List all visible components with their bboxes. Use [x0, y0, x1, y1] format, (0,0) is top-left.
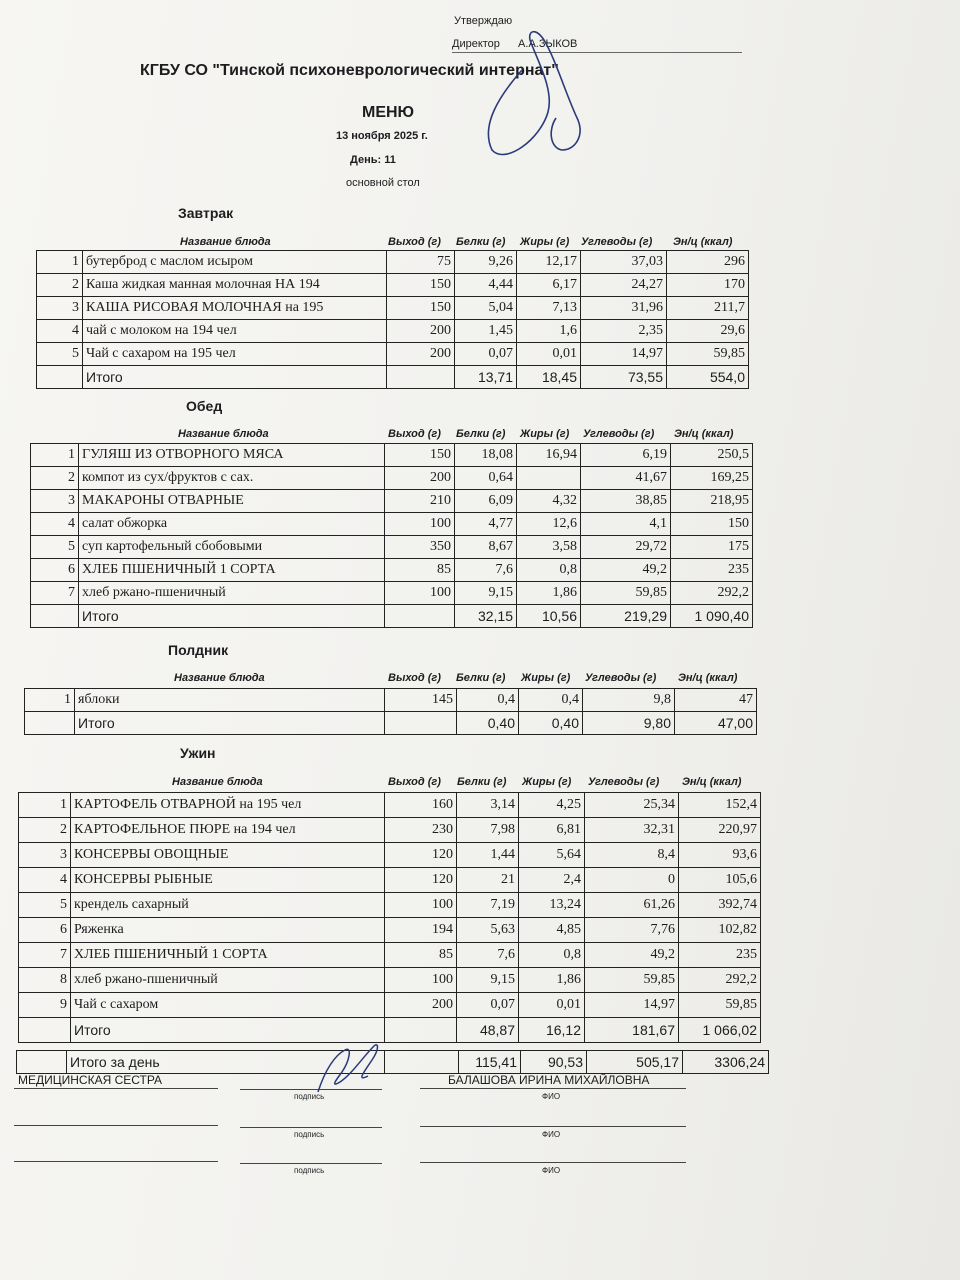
dish-fat: 5,64 [519, 843, 585, 868]
dish-protein: 5,63 [457, 918, 519, 943]
dish-carbs: 14,97 [581, 343, 667, 366]
dish-protein: 9,15 [455, 582, 517, 605]
dish-name: яблоки [75, 689, 385, 712]
total-label: Итого [83, 366, 387, 389]
dish-protein: 3,14 [457, 793, 519, 818]
organization-name: КГБУ СО "Тинской психоневрологический интернат" [140, 62, 559, 79]
dish-fat: 0,8 [519, 943, 585, 968]
nurse-name: БАЛАШОВА ИРИНА МИХАЙЛОВНА [448, 1073, 650, 1087]
dish-energy: 59,85 [679, 993, 761, 1018]
col-energy-header: Эн/ц (ккал) [673, 236, 733, 248]
dish-name: КОНСЕРВЫ РЫБНЫЕ [71, 868, 385, 893]
table-type: основной стол [346, 177, 420, 189]
total-energy: 1 090,40 [671, 605, 753, 628]
row-number: 2 [31, 467, 79, 490]
dish-carbs: 49,2 [581, 559, 671, 582]
row-number: 7 [19, 943, 71, 968]
col-energy-header: Эн/ц (ккал) [674, 428, 734, 440]
dish-fat: 1,86 [517, 582, 581, 605]
dish-energy: 29,6 [667, 320, 749, 343]
dish-name: Чай с сахаром на 195 чел [83, 343, 387, 366]
total-carbs: 9,80 [583, 712, 675, 735]
dish-energy: 47 [675, 689, 757, 712]
dish-fat: 3,58 [517, 536, 581, 559]
col-protein-header: Белки (г) [457, 776, 507, 788]
dish-name: компот из сух/фруктов с сах. [79, 467, 385, 490]
dish-weight: 160 [385, 793, 457, 818]
row-number: 5 [31, 536, 79, 559]
dish-energy: 93,6 [679, 843, 761, 868]
nurse-role: МЕДИЦИНСКАЯ СЕСТРА [18, 1073, 163, 1087]
dish-fat: 7,13 [517, 297, 581, 320]
menu-date: 13 ноября 2025 г. [336, 130, 428, 142]
dish-weight: 100 [385, 582, 455, 605]
dish-weight: 85 [385, 559, 455, 582]
day-total-label: Итого за день [67, 1051, 385, 1074]
dish-weight: 85 [385, 943, 457, 968]
col-carbs-header: Углеводы (г) [588, 776, 660, 788]
total-energy: 554,0 [667, 366, 749, 389]
dish-carbs: 6,19 [581, 444, 671, 467]
col-name-header: Название блюда [172, 776, 263, 788]
row-number: 1 [31, 444, 79, 467]
dish-carbs: 25,34 [585, 793, 679, 818]
row-number: 6 [19, 918, 71, 943]
total-energy: 1 066,02 [679, 1018, 761, 1043]
dish-protein: 18,08 [455, 444, 517, 467]
dish-carbs: 31,96 [581, 297, 667, 320]
dish-energy: 235 [671, 559, 753, 582]
total-label: Итого [75, 712, 385, 735]
dish-carbs: 4,1 [581, 513, 671, 536]
name-caption: ФИО [542, 1130, 561, 1139]
col-energy-header: Эн/ц (ккал) [682, 776, 742, 788]
name-caption: ФИО [542, 1166, 561, 1175]
approve-label: Утверждаю [454, 15, 513, 27]
director-signature [488, 32, 580, 155]
page-title: МЕНЮ [362, 104, 415, 121]
dish-fat: 16,94 [517, 444, 581, 467]
dish-name: КАРТОФЕЛЬ ОТВАРНОЙ на 195 чел [71, 793, 385, 818]
row-number: 9 [19, 993, 71, 1018]
total-carbs: 219,29 [581, 605, 671, 628]
section-title-dinner: Ужин [180, 745, 216, 761]
dish-fat: 6,17 [517, 274, 581, 297]
dish-name: ХЛЕБ ПШЕНИЧНЫЙ 1 СОРТА [79, 559, 385, 582]
dish-weight: 194 [385, 918, 457, 943]
dish-name: КАРТОФЕЛЬНОЕ ПЮРЕ на 194 чел [71, 818, 385, 843]
col-name-header: Название блюда [180, 236, 271, 248]
dish-protein: 4,44 [455, 274, 517, 297]
dish-protein: 0,64 [455, 467, 517, 490]
dish-fat: 4,85 [519, 918, 585, 943]
dish-weight: 75 [387, 251, 455, 274]
dish-carbs: 41,67 [581, 467, 671, 490]
dish-fat: 13,24 [519, 893, 585, 918]
dish-carbs: 49,2 [585, 943, 679, 968]
day-total-energy: 3306,24 [683, 1051, 769, 1074]
total-fat: 10,56 [517, 605, 581, 628]
dish-name: салат обжорка [79, 513, 385, 536]
col-name-header: Название блюда [174, 672, 265, 684]
dish-carbs: 59,85 [581, 582, 671, 605]
dish-fat: 1,6 [517, 320, 581, 343]
dish-protein: 9,15 [457, 968, 519, 993]
dish-carbs: 2,35 [581, 320, 667, 343]
dish-carbs: 14,97 [585, 993, 679, 1018]
total-label: Итого [71, 1018, 385, 1043]
dish-fat: 0,01 [517, 343, 581, 366]
dish-energy: 296 [667, 251, 749, 274]
row-number: 5 [37, 343, 83, 366]
dish-energy: 105,6 [679, 868, 761, 893]
dish-fat: 2,4 [519, 868, 585, 893]
col-fat-header: Жиры (г) [520, 428, 570, 440]
name-caption: ФИО [542, 1092, 561, 1101]
dish-energy: 292,2 [679, 968, 761, 993]
section-title-snack: Полдник [168, 642, 229, 658]
dish-protein: 1,45 [455, 320, 517, 343]
dish-carbs: 38,85 [581, 490, 671, 513]
dish-weight: 120 [385, 843, 457, 868]
row-number: 5 [19, 893, 71, 918]
signature-caption: подпись [294, 1130, 325, 1139]
dish-energy: 235 [679, 943, 761, 968]
total-fat: 18,45 [517, 366, 581, 389]
total-label: Итого [79, 605, 385, 628]
dish-weight: 100 [385, 513, 455, 536]
row-number: 1 [37, 251, 83, 274]
dish-energy: 218,95 [671, 490, 753, 513]
dish-name: крендель сахарный [71, 893, 385, 918]
row-number: 3 [37, 297, 83, 320]
dish-protein: 6,09 [455, 490, 517, 513]
dish-energy: 102,82 [679, 918, 761, 943]
col-fat-header: Жиры (г) [520, 236, 570, 248]
dish-protein: 0,07 [455, 343, 517, 366]
row-number: 2 [19, 818, 71, 843]
row-number: 4 [31, 513, 79, 536]
dish-protein: 0,07 [457, 993, 519, 1018]
row-number: 2 [37, 274, 83, 297]
dish-carbs: 29,72 [581, 536, 671, 559]
dish-energy: 170 [667, 274, 749, 297]
day-total-protein: 115,41 [459, 1051, 521, 1074]
dish-fat: 12,17 [517, 251, 581, 274]
dish-protein: 7,6 [457, 943, 519, 968]
section-title-breakfast: Завтрак [178, 205, 234, 221]
col-weight-header: Выход (г) [388, 672, 441, 684]
dish-name: Ряженка [71, 918, 385, 943]
total-energy: 47,00 [675, 712, 757, 735]
col-carbs-header: Углеводы (г) [585, 672, 657, 684]
col-weight-header: Выход (г) [388, 236, 441, 248]
col-protein-header: Белки (г) [456, 428, 506, 440]
row-number: 1 [19, 793, 71, 818]
col-name-header: Название блюда [178, 428, 269, 440]
dish-energy: 175 [671, 536, 753, 559]
dish-carbs: 0 [585, 868, 679, 893]
dish-weight: 150 [385, 444, 455, 467]
dish-energy: 292,2 [671, 582, 753, 605]
dish-protein: 4,77 [455, 513, 517, 536]
row-number: 3 [31, 490, 79, 513]
dish-carbs: 59,85 [585, 968, 679, 993]
col-protein-header: Белки (г) [456, 236, 506, 248]
dish-carbs: 24,27 [581, 274, 667, 297]
dish-name: хлеб ржано-пшеничный [71, 968, 385, 993]
dish-protein: 0,4 [457, 689, 519, 712]
dish-weight: 210 [385, 490, 455, 513]
nurse-signature [318, 1045, 378, 1092]
dish-fat: 1,86 [519, 968, 585, 993]
row-number: 4 [37, 320, 83, 343]
dish-carbs: 8,4 [585, 843, 679, 868]
dish-name: суп картофельный сбобовыми [79, 536, 385, 559]
row-number: 7 [31, 582, 79, 605]
dish-protein: 7,6 [455, 559, 517, 582]
dish-weight: 200 [385, 993, 457, 1018]
total-fat: 16,12 [519, 1018, 585, 1043]
director-name: А.А.ЗЫКОВ [518, 38, 578, 50]
col-fat-header: Жиры (г) [521, 672, 571, 684]
dish-name: ГУЛЯШ ИЗ ОТВОРНОГО МЯСА [79, 444, 385, 467]
total-protein: 13,71 [455, 366, 517, 389]
total-carbs: 73,55 [581, 366, 667, 389]
col-energy-header: Эн/ц (ккал) [678, 672, 738, 684]
dish-weight: 230 [385, 818, 457, 843]
dish-protein: 7,19 [457, 893, 519, 918]
dish-protein: 7,98 [457, 818, 519, 843]
row-number: 3 [19, 843, 71, 868]
dish-fat: 0,01 [519, 993, 585, 1018]
dish-name: МАКАРОНЫ ОТВАРНЫЕ [79, 490, 385, 513]
dish-fat: 4,32 [517, 490, 581, 513]
col-fat-header: Жиры (г) [522, 776, 572, 788]
dish-fat: 0,8 [517, 559, 581, 582]
dish-name: ХЛЕБ ПШЕНИЧНЫЙ 1 СОРТА [71, 943, 385, 968]
col-weight-header: Выход (г) [388, 776, 441, 788]
dish-name: бутерброд с маслом исыром [83, 251, 387, 274]
dish-protein: 5,04 [455, 297, 517, 320]
dish-weight: 100 [385, 893, 457, 918]
dish-energy: 59,85 [667, 343, 749, 366]
dish-fat: 6,81 [519, 818, 585, 843]
dish-name: Каша жидкая манная молочная НА 194 [83, 274, 387, 297]
row-number: 4 [19, 868, 71, 893]
dish-weight: 350 [385, 536, 455, 559]
total-carbs: 181,67 [585, 1018, 679, 1043]
row-number: 6 [31, 559, 79, 582]
director-label: Директор [452, 38, 500, 50]
dish-fat: 0,4 [519, 689, 583, 712]
dish-weight: 120 [385, 868, 457, 893]
day-total-fat: 90,53 [521, 1051, 587, 1074]
row-number: 8 [19, 968, 71, 993]
dish-weight: 150 [387, 274, 455, 297]
dish-weight: 200 [385, 467, 455, 490]
total-protein: 0,40 [457, 712, 519, 735]
dish-energy: 152,4 [679, 793, 761, 818]
dish-energy: 211,7 [667, 297, 749, 320]
signature-caption: подпись [294, 1092, 325, 1101]
dish-carbs: 32,31 [585, 818, 679, 843]
dish-carbs: 7,76 [585, 918, 679, 943]
dish-name: хлеб ржано-пшеничный [79, 582, 385, 605]
col-carbs-header: Углеводы (г) [581, 236, 653, 248]
menu-day: День: 11 [350, 154, 396, 166]
dish-protein: 9,26 [455, 251, 517, 274]
col-carbs-header: Углеводы (г) [583, 428, 655, 440]
dish-fat: 4,25 [519, 793, 585, 818]
dish-energy: 392,74 [679, 893, 761, 918]
dish-energy: 250,5 [671, 444, 753, 467]
col-weight-header: Выход (г) [388, 428, 441, 440]
dish-carbs: 61,26 [585, 893, 679, 918]
dish-energy: 220,97 [679, 818, 761, 843]
col-protein-header: Белки (г) [456, 672, 506, 684]
dish-weight: 150 [387, 297, 455, 320]
dish-fat: 12,6 [517, 513, 581, 536]
dish-weight: 100 [385, 968, 457, 993]
dish-weight: 145 [385, 689, 457, 712]
signature-caption: подпись [294, 1166, 325, 1175]
dish-protein: 1,44 [457, 843, 519, 868]
dish-weight: 200 [387, 320, 455, 343]
section-title-lunch: Обед [186, 398, 223, 414]
dish-name: Чай с сахаром [71, 993, 385, 1018]
day-total-carbs: 505,17 [587, 1051, 683, 1074]
total-protein: 48,87 [457, 1018, 519, 1043]
dish-carbs: 37,03 [581, 251, 667, 274]
dish-name: КАША РИСОВАЯ МОЛОЧНАЯ на 195 [83, 297, 387, 320]
dish-name: чай с молоком на 194 чел [83, 320, 387, 343]
row-number: 1 [25, 689, 75, 712]
dish-weight: 200 [387, 343, 455, 366]
total-fat: 0,40 [519, 712, 583, 735]
dish-name: КОНСЕРВЫ ОВОЩНЫЕ [71, 843, 385, 868]
dish-protein: 8,67 [455, 536, 517, 559]
dish-energy: 150 [671, 513, 753, 536]
total-protein: 32,15 [455, 605, 517, 628]
dish-carbs: 9,8 [583, 689, 675, 712]
dish-energy: 169,25 [671, 467, 753, 490]
dish-protein: 21 [457, 868, 519, 893]
